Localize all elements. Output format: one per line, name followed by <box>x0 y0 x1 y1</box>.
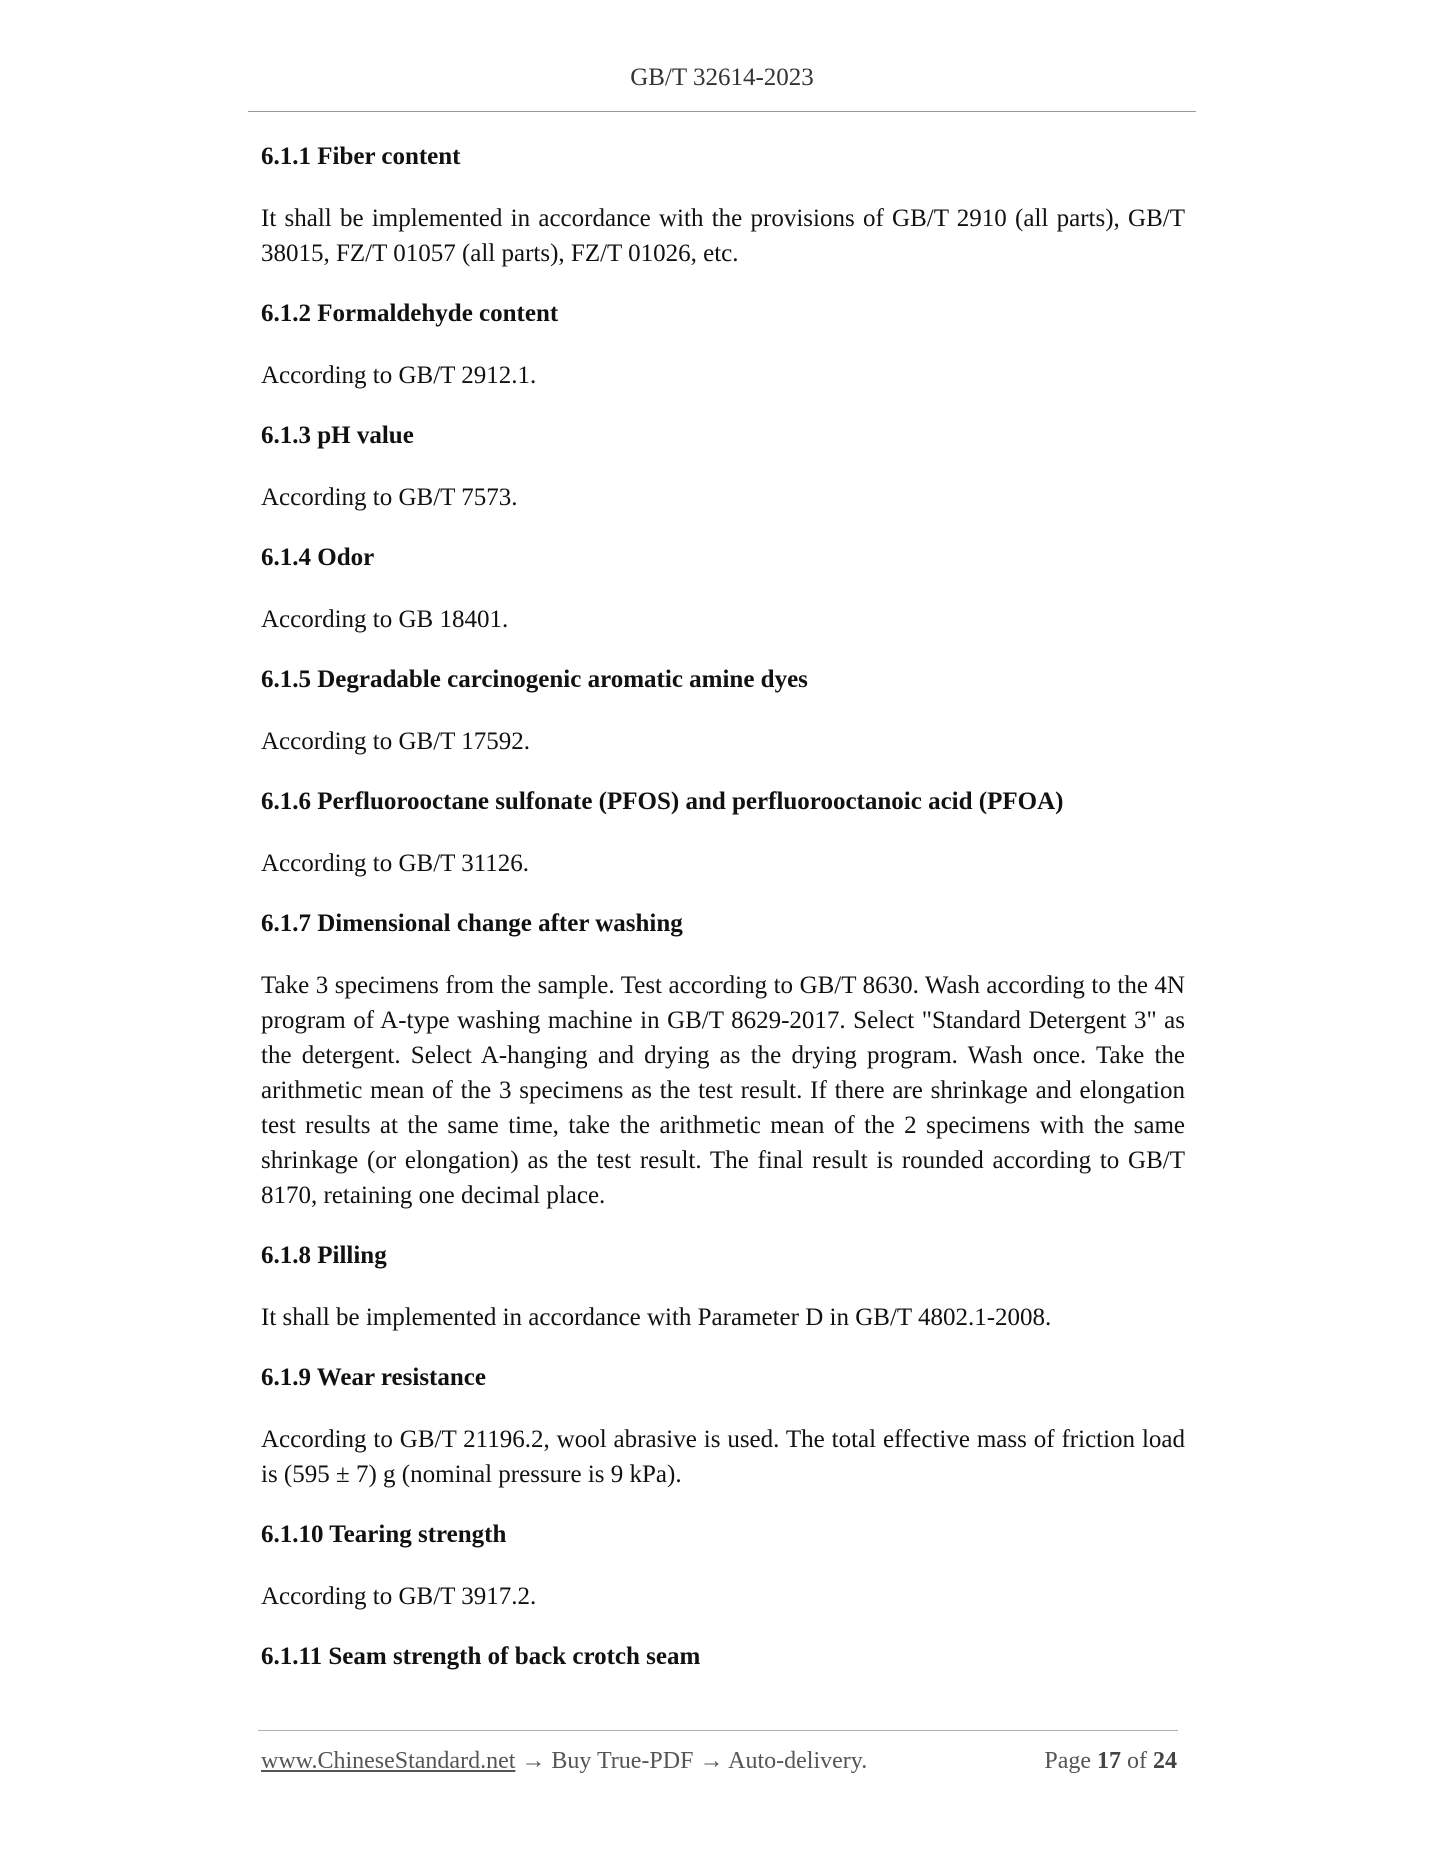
section-heading-6-1-9: 6.1.9 Wear resistance <box>261 1364 486 1391</box>
section-heading-6-1-6: 6.1.6 Perfluorooctane sulfonate (PFOS) and perfluorooctanoic acid (PFOA) <box>261 788 1064 815</box>
header-divider <box>248 111 1196 112</box>
buy-true-pdf-text: Buy True-PDF <box>551 1748 694 1774</box>
arrow-right-icon: → <box>521 1748 546 1774</box>
section-text-6-1-10: According to GB/T 3917.2. <box>261 1583 537 1610</box>
section-text-6-1-7: Take 3 specimens from the sample. Test according to GB/T 8630. Wash according to the 4N program of A-type washing machine in GB/T 8629-2017. Select "Standard Detergent 3" as the detergent. Select A-hanging and drying as the drying program. Wash once. Take the arithmetic mean of the 3 specimens as the test result. If there are shrinkage and elongation test results at the same time, take the arithmetic mean of the 2 specimens with the same shrinkage (or elongation) as the test result. The final result is rounded according to GB/T 8170, retaining one decimal place. <box>261 972 1185 1209</box>
section-heading-6-1-10: 6.1.10 Tearing strength <box>261 1521 507 1548</box>
footer-promo <box>261 1748 867 1775</box>
section-text-6-1-8: It shall be implemented in accordance with Parameter D in GB/T 4802.1-2008. <box>261 1304 1052 1331</box>
section-heading-6-1-7: 6.1.7 Dimensional change after washing <box>261 910 683 937</box>
section-text-6-1-5: According to GB/T 17592. <box>261 728 530 755</box>
section-text-6-1-6: According to GB/T 31126. <box>261 850 530 877</box>
section-text-6-1-1: It shall be implemented in accordance with the provisions of GB/T 2910 (all parts), GB/T 38015, FZ/T 01057 (all parts), FZ/T 01026, etc. <box>261 205 1185 267</box>
page-total: 24 <box>1153 1748 1177 1774</box>
section-text-6-1-4: According to GB 18401. <box>261 606 509 633</box>
section-heading-6-1-2: 6.1.2 Formaldehyde content <box>261 300 559 327</box>
arrow-right-icon: → <box>699 1748 724 1774</box>
of-label: of <box>1127 1748 1147 1774</box>
website-link[interactable]: www.ChineseStandard.net <box>261 1748 516 1774</box>
page-indicator <box>1044 1748 1177 1775</box>
section-text-6-1-2: According to GB/T 2912.1. <box>261 362 537 389</box>
auto-delivery-text: Auto-delivery. <box>728 1748 868 1774</box>
document-body <box>261 140 1185 1701</box>
page-header-title: GB/T 32614-2023 <box>630 64 814 91</box>
section-heading-6-1-5: 6.1.5 Degradable carcinogenic aromatic amine dyes <box>261 666 808 693</box>
section-heading-6-1-8: 6.1.8 Pilling <box>261 1242 387 1269</box>
section-text-6-1-3: According to GB/T 7573. <box>261 484 518 511</box>
page-label: Page <box>1044 1748 1091 1774</box>
footer-divider <box>258 1730 1178 1731</box>
page-current: 17 <box>1097 1748 1121 1774</box>
section-heading-6-1-11: 6.1.11 Seam strength of back crotch seam <box>261 1643 701 1670</box>
section-heading-6-1-4: 6.1.4 Odor <box>261 544 375 571</box>
section-heading-6-1-1: 6.1.1 Fiber content <box>261 143 461 170</box>
section-text-6-1-9: According to GB/T 21196.2, wool abrasive is used. The total effective mass of friction load is (595 ± 7) g (nominal pressure is 9 kPa). <box>261 1426 1185 1488</box>
section-heading-6-1-3: 6.1.3 pH value <box>261 422 414 449</box>
